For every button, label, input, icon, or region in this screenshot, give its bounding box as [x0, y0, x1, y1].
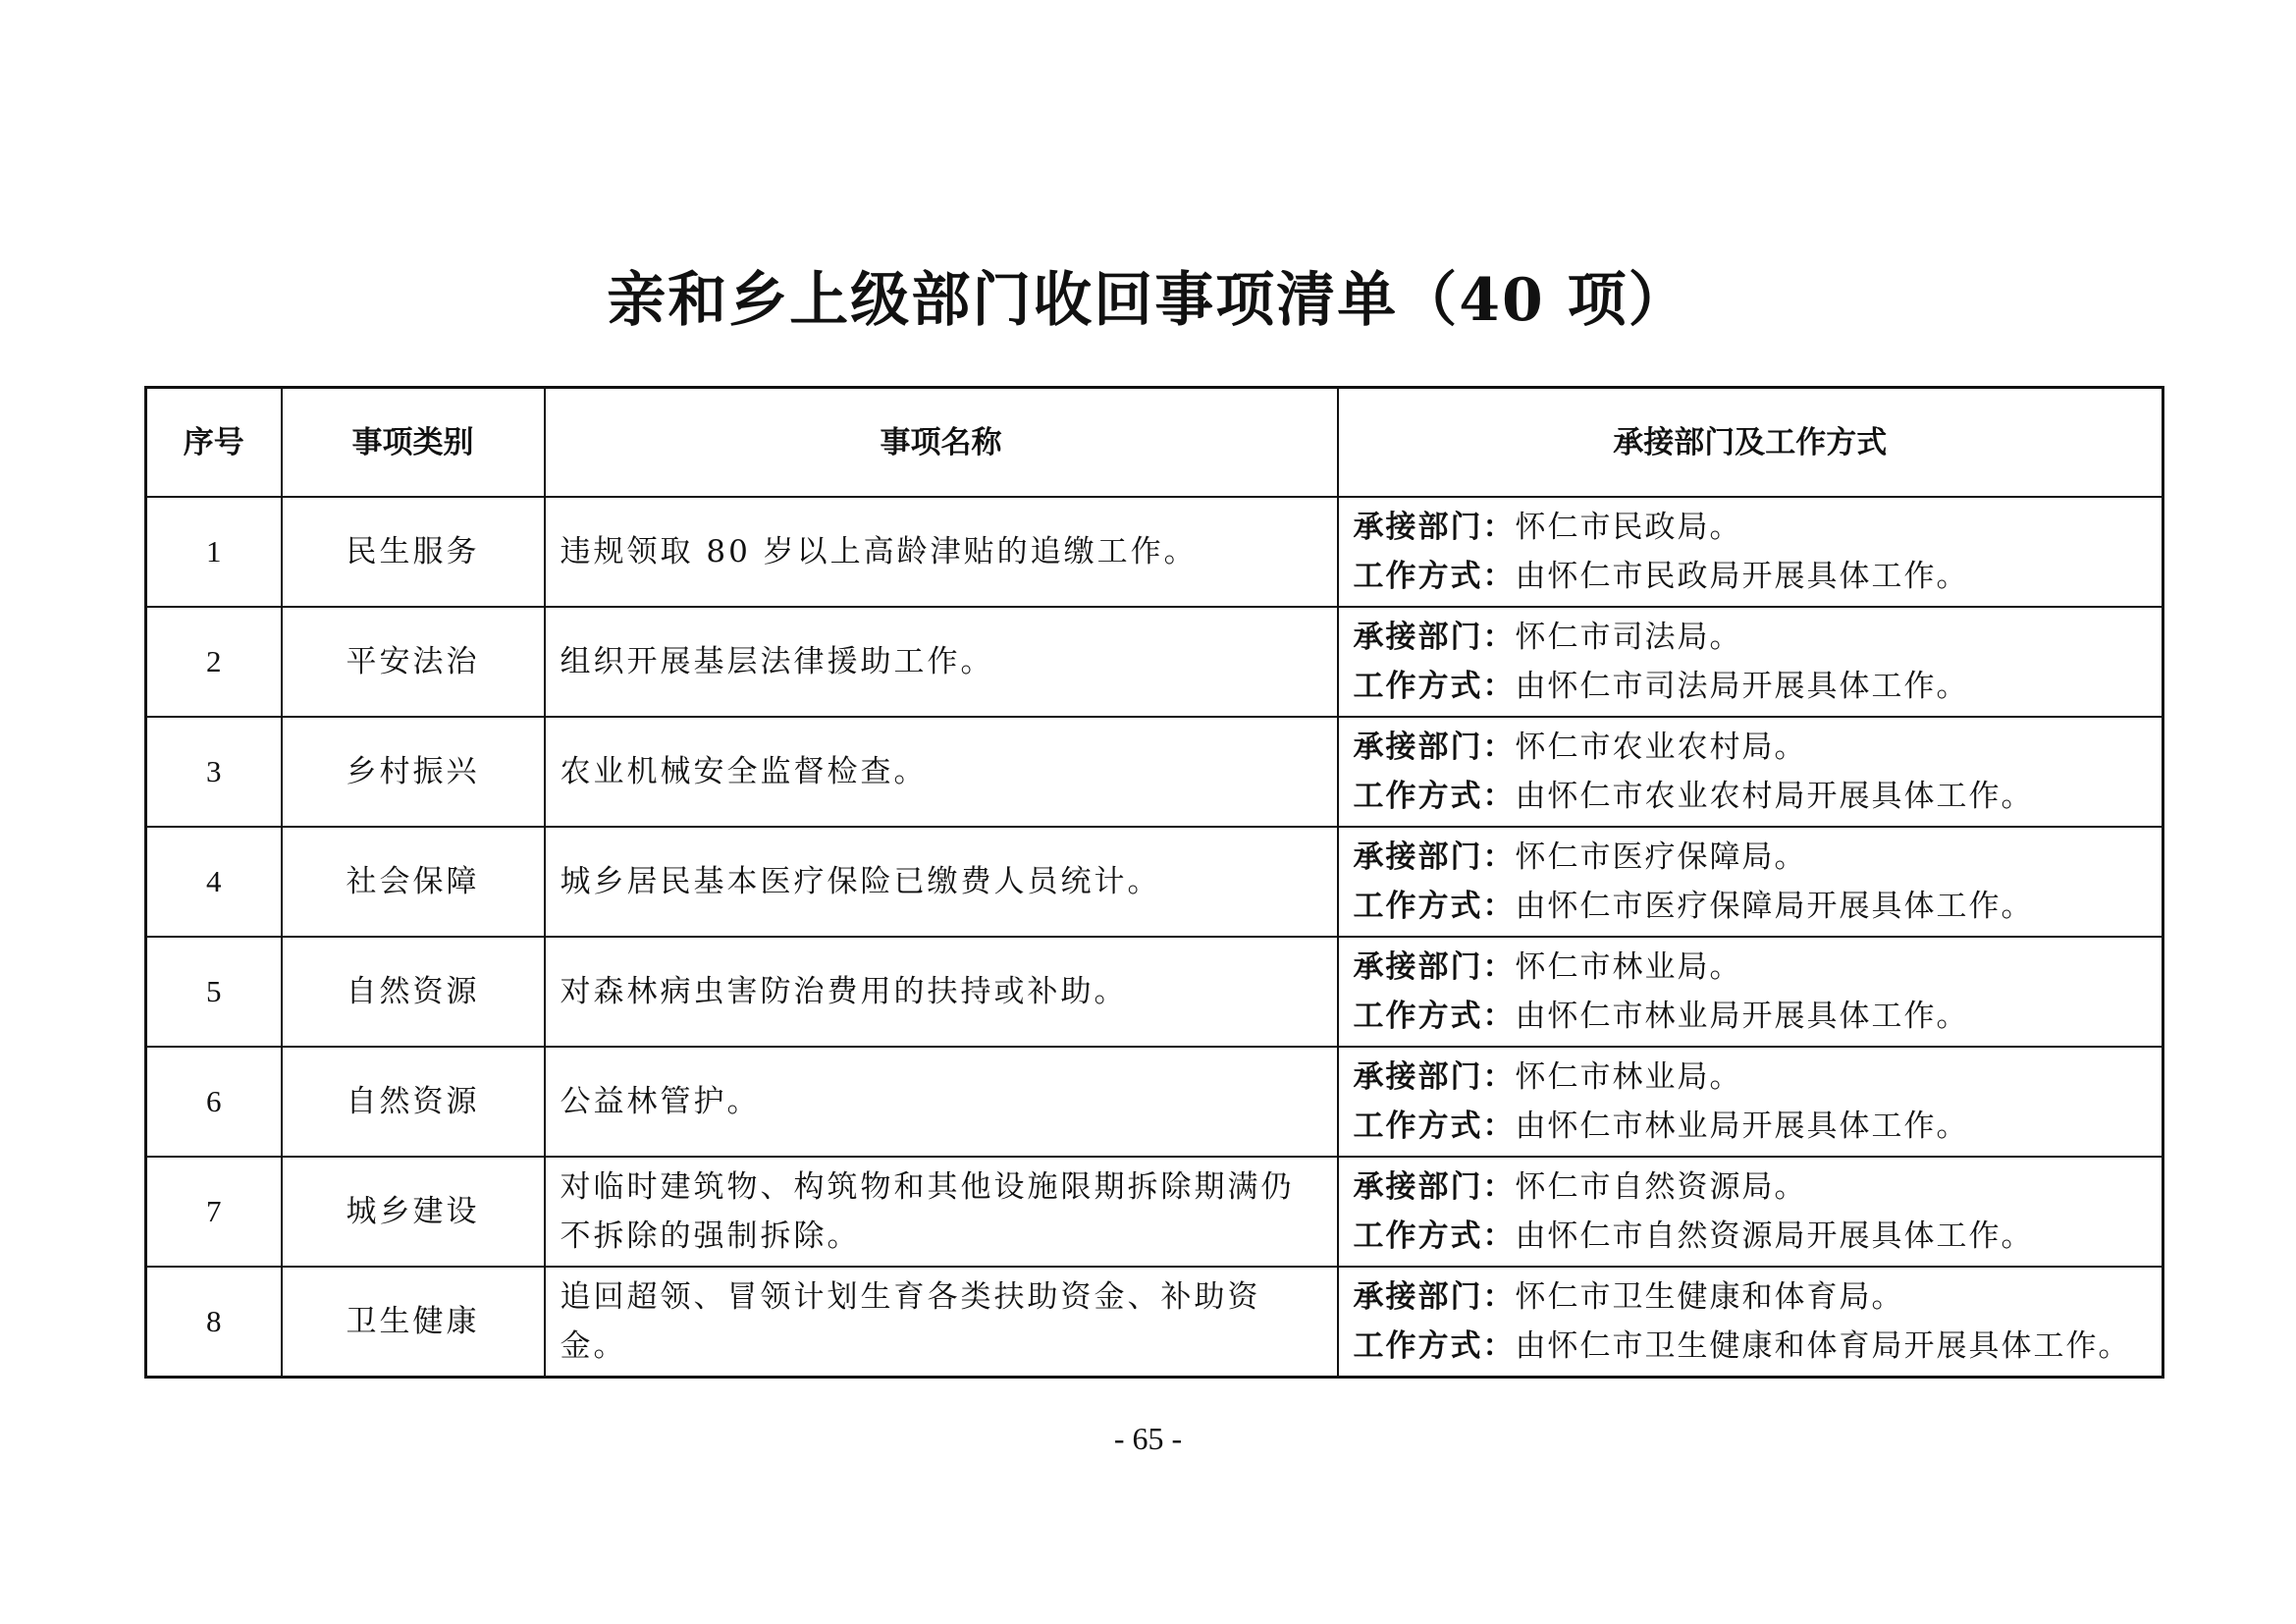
row-category: 卫生健康	[282, 1267, 545, 1378]
table-row	[146, 497, 2163, 607]
row-dept-cell	[1338, 1267, 2163, 1378]
header-category: 事项类别	[282, 388, 545, 498]
table-header-row	[146, 388, 2163, 498]
row-number: 1	[146, 497, 282, 607]
dept-line	[1354, 943, 2163, 992]
table-row	[146, 1047, 2163, 1157]
dept-line	[1354, 1053, 2163, 1102]
dept-line	[1354, 1272, 2163, 1322]
row-item-name: 公益林管护。	[545, 1047, 1338, 1157]
row-number: 8	[146, 1267, 282, 1378]
row-dept-cell	[1338, 1047, 2163, 1157]
method-label: 工作方式：	[1353, 889, 1516, 924]
method-label: 工作方式：	[1353, 1328, 1516, 1364]
dept-value: 怀仁市司法局。	[1515, 620, 1742, 655]
dept-line	[1354, 723, 2163, 772]
dept-value: 怀仁市农业农村局。	[1515, 730, 1807, 765]
row-item-name: 追回超领、冒领计划生育各类扶助资金、补助资金。	[545, 1267, 1338, 1378]
method-value: 由怀仁市医疗保障局开展具体工作。	[1515, 889, 2034, 924]
dept-label: 承接部门：	[1353, 839, 1516, 875]
dept-value: 怀仁市卫生健康和体育局。	[1515, 1279, 1904, 1315]
dept-label: 承接部门：	[1353, 1169, 1516, 1205]
method-line	[1354, 772, 2163, 821]
row-category: 自然资源	[282, 937, 545, 1047]
page-title: 亲和乡上级部门收回事项清单（40 项）	[607, 266, 1689, 335]
page-number: - 65 -	[1113, 1421, 1183, 1456]
method-value: 由怀仁市农业农村局开展具体工作。	[1515, 779, 2034, 814]
header-dept: 承接部门及工作方式	[1338, 388, 2163, 498]
row-category: 平安法治	[282, 607, 545, 717]
dept-label: 承接部门：	[1353, 949, 1516, 985]
method-label: 工作方式：	[1353, 779, 1516, 814]
method-label: 工作方式：	[1353, 999, 1516, 1034]
method-value: 由怀仁市自然资源局开展具体工作。	[1515, 1218, 2034, 1254]
dept-value: 怀仁市民政局。	[1515, 510, 1742, 545]
row-dept-cell	[1338, 827, 2163, 937]
row-dept-cell	[1338, 937, 2163, 1047]
row-number: 6	[146, 1047, 282, 1157]
dept-line	[1354, 833, 2163, 882]
method-line	[1354, 992, 2163, 1041]
row-number: 3	[146, 717, 282, 827]
method-line	[1354, 1322, 2163, 1371]
dept-label: 承接部门：	[1353, 1279, 1516, 1315]
header-seq: 序号	[146, 388, 282, 498]
row-category: 自然资源	[282, 1047, 545, 1157]
row-number: 4	[146, 827, 282, 937]
method-value: 由怀仁市林业局开展具体工作。	[1515, 999, 1969, 1034]
method-label: 工作方式：	[1353, 1218, 1516, 1254]
row-number: 7	[146, 1157, 282, 1267]
row-item-name: 农业机械安全监督检查。	[545, 717, 1338, 827]
method-line	[1354, 882, 2163, 931]
method-label: 工作方式：	[1353, 669, 1516, 704]
row-dept-cell	[1338, 607, 2163, 717]
row-dept-cell	[1338, 717, 2163, 827]
method-line	[1354, 662, 2163, 711]
method-value: 由怀仁市卫生健康和体育局开展具体工作。	[1515, 1328, 2131, 1364]
dept-label: 承接部门：	[1353, 730, 1516, 765]
row-category: 社会保障	[282, 827, 545, 937]
method-label: 工作方式：	[1353, 559, 1516, 594]
header-name: 事项名称	[545, 388, 1338, 498]
row-category: 乡村振兴	[282, 717, 545, 827]
table-row	[146, 937, 2163, 1047]
method-value: 由怀仁市司法局开展具体工作。	[1515, 669, 1969, 704]
row-category: 民生服务	[282, 497, 545, 607]
row-item-name: 对森林病虫害防治费用的扶持或补助。	[545, 937, 1338, 1047]
row-number: 5	[146, 937, 282, 1047]
table-row	[146, 1157, 2163, 1267]
dept-value: 怀仁市自然资源局。	[1515, 1169, 1807, 1205]
table-row	[146, 827, 2163, 937]
dept-value: 怀仁市林业局。	[1515, 949, 1742, 985]
table-row	[146, 1267, 2163, 1378]
dept-line	[1354, 503, 2163, 552]
method-line	[1354, 1212, 2163, 1261]
row-category: 城乡建设	[282, 1157, 545, 1267]
dept-label: 承接部门：	[1353, 620, 1516, 655]
dept-value: 怀仁市医疗保障局。	[1515, 839, 1807, 875]
items-table	[144, 386, 2164, 1379]
row-item-name: 违规领取 80 岁以上高龄津贴的追缴工作。	[545, 497, 1338, 607]
method-line	[1354, 1102, 2163, 1151]
method-value: 由怀仁市林业局开展具体工作。	[1515, 1109, 1969, 1144]
table-row	[146, 607, 2163, 717]
table-row	[146, 717, 2163, 827]
method-value: 由怀仁市民政局开展具体工作。	[1515, 559, 1969, 594]
dept-label: 承接部门：	[1353, 1059, 1516, 1095]
row-item-name: 组织开展基层法律援助工作。	[545, 607, 1338, 717]
dept-line	[1354, 1163, 2163, 1212]
dept-label: 承接部门：	[1353, 510, 1516, 545]
row-dept-cell	[1338, 497, 2163, 607]
row-number: 2	[146, 607, 282, 717]
dept-value: 怀仁市林业局。	[1515, 1059, 1742, 1095]
row-dept-cell	[1338, 1157, 2163, 1267]
dept-line	[1354, 613, 2163, 662]
row-item-name: 城乡居民基本医疗保险已缴费人员统计。	[545, 827, 1338, 937]
method-line	[1354, 552, 2163, 601]
row-item-name: 对临时建筑物、构筑物和其他设施限期拆除期满仍不拆除的强制拆除。	[545, 1157, 1338, 1267]
method-label: 工作方式：	[1353, 1109, 1516, 1144]
